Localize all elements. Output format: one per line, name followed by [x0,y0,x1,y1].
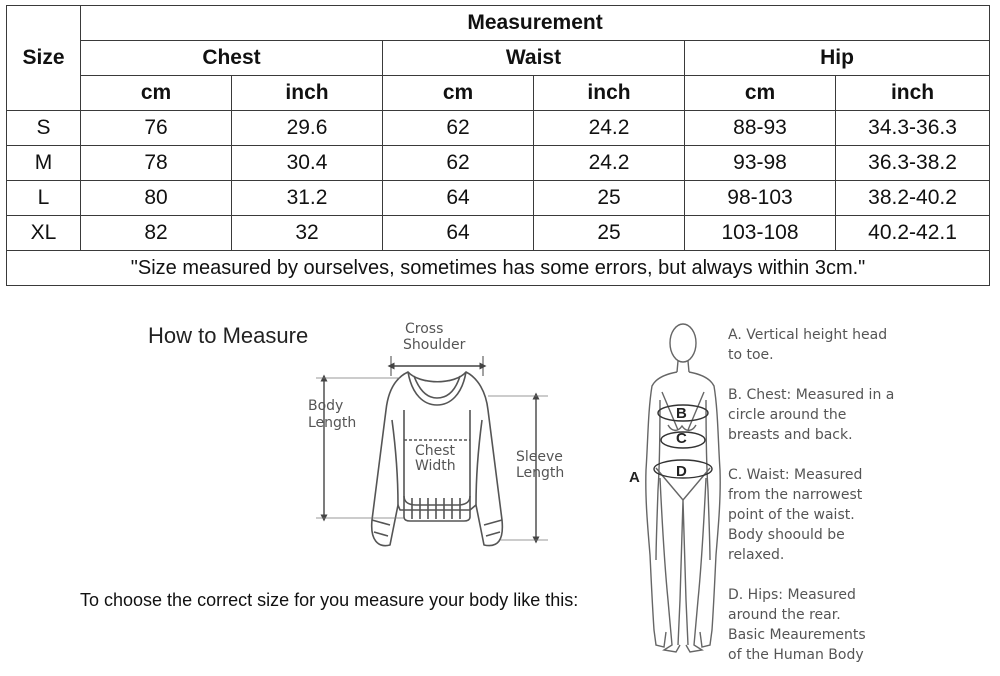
legend-item-a: A. Vertical height head to toe. [728,327,888,363]
value-cell: 25 [534,216,685,251]
measurement-legend [728,325,998,665]
shoulder-label: Shoulder [403,337,466,353]
unit-header: cm [383,76,534,111]
table-note: "Size measured by ourselves, sometimes has some errors, but always within 3cm." [7,251,990,286]
unit-header: cm [81,76,232,111]
hip-header: Hip [685,41,990,76]
value-cell: 34.3-36.3 [836,111,990,146]
legend-item-b: B. Chest: Measured in a circle around the breasts and back. [728,387,895,443]
unit-header: cm [685,76,836,111]
value-cell: 38.2-40.2 [836,181,990,216]
unit-header: inch [534,76,685,111]
value-cell: 62 [383,146,534,181]
chest-header: Chest [81,41,383,76]
value-cell: 30.4 [232,146,383,181]
value-cell: 32 [232,216,383,251]
size-cell: XL [7,216,81,251]
unit-header: inch [836,76,990,111]
value-cell: 98-103 [685,181,836,216]
body-label: Body [308,398,344,414]
size-cell: L [7,181,81,216]
value-cell: 82 [81,216,232,251]
value-cell: 80 [81,181,232,216]
legend-item-c: C. Waist: Measured from the narrowest point of the waist. Body shoould be relaxed. [728,467,863,563]
value-cell: 24.2 [534,146,685,181]
sleeve-length-label: Length [516,465,565,481]
value-cell: 88-93 [685,111,836,146]
length-label: Length [308,415,357,431]
measurement-header: Measurement [81,6,990,41]
value-cell: 36.3-38.2 [836,146,990,181]
size-cell: S [7,111,81,146]
value-cell: 24.2 [534,111,685,146]
width-label: Width [415,458,456,474]
how-to-measure-title: How to Measure [148,323,309,348]
choose-size-instruction: To choose the correct size for you measure your body like this: [80,590,579,610]
value-cell: 64 [383,181,534,216]
sleeve-label: Sleeve [516,449,563,465]
mark-a: A [629,469,640,486]
value-cell: 64 [383,216,534,251]
mark-d: D [676,463,687,480]
value-cell: 62 [383,111,534,146]
human-figure-icon [646,324,720,652]
waist-header: Waist [383,41,685,76]
mark-c: C [676,430,687,447]
cross-label: Cross [405,321,444,337]
value-cell: 76 [81,111,232,146]
value-cell: 93-98 [685,146,836,181]
value-cell: 29.6 [232,111,383,146]
chest-label: Chest [415,443,456,459]
unit-header: inch [232,76,383,111]
size-cell: M [7,146,81,181]
value-cell: 31.2 [232,181,383,216]
mark-b: B [676,405,687,422]
value-cell: 40.2-42.1 [836,216,990,251]
legend-item-d: D. Hips: Measured around the rear. Basic Meaurements of the Human Body [728,587,866,663]
value-cell: 25 [534,181,685,216]
value-cell: 103-108 [685,216,836,251]
size-header: Size [7,6,81,111]
value-cell: 78 [81,146,232,181]
